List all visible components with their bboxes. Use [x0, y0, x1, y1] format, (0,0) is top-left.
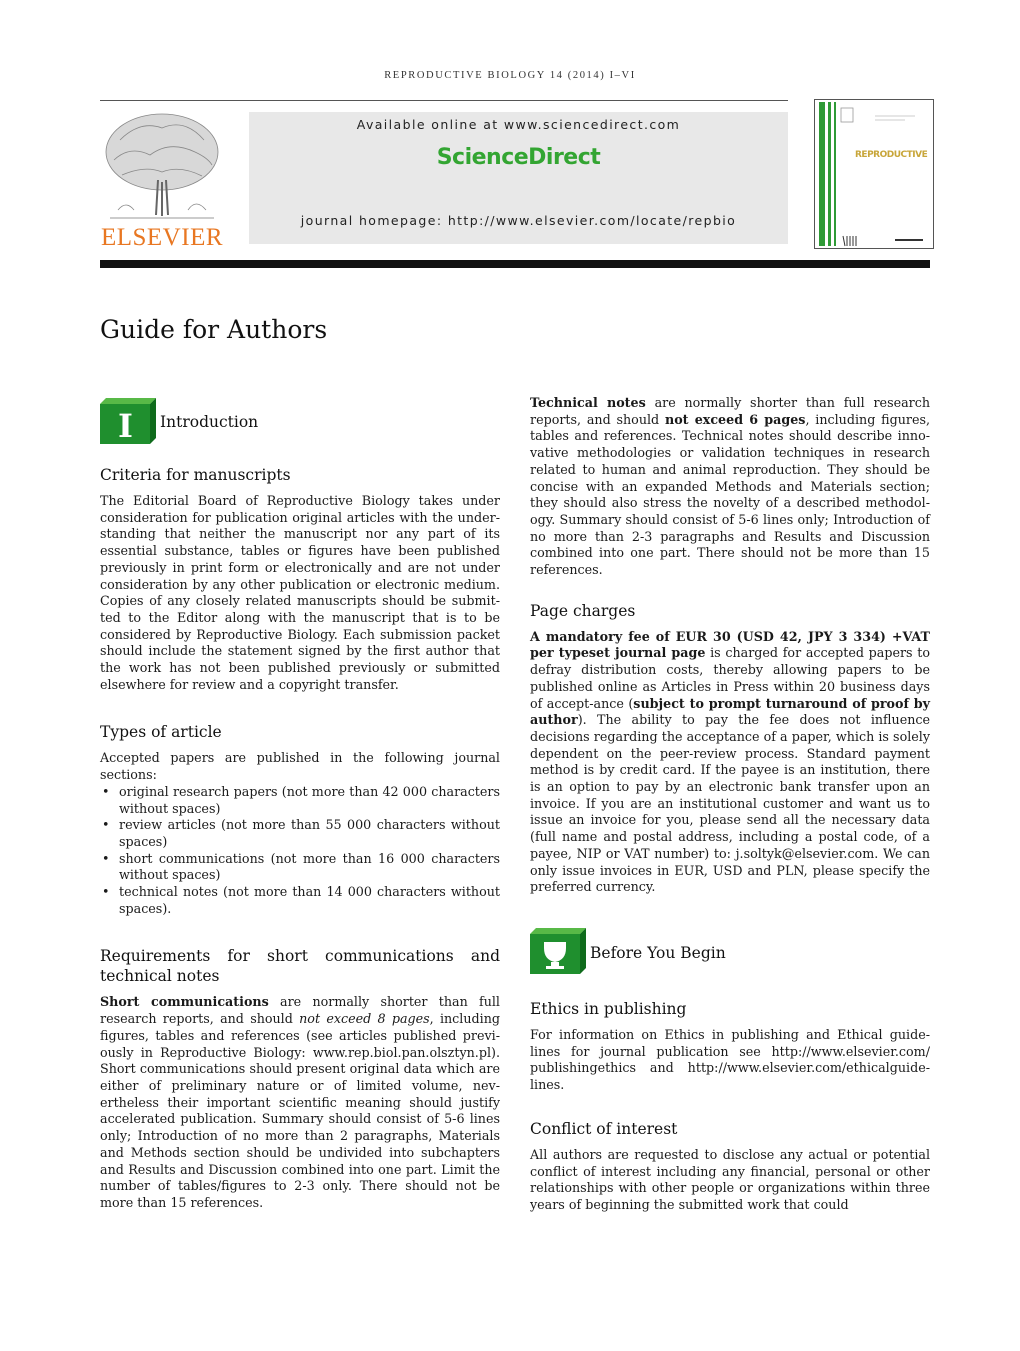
introduction-section-icon [100, 398, 156, 444]
requirements-emphasis: not exceed 8 pages [299, 1011, 430, 1027]
list-item: • technical notes (not more than 14 000 characters without spaces). [119, 884, 500, 917]
list-item: • original research papers (not more than 42 000 characters without spaces) [119, 784, 500, 817]
header-thick-rule [100, 260, 930, 268]
page-charges-lead: A mandatory fee of EUR 30 (USD 42, JPY 3 334) +VAT per typeset journal page [530, 628, 930, 661]
types-heading: Types of article [100, 723, 222, 742]
requirements-text-b: , including figures, tables and references (see articles published previ-ously in Reproductive Biology: www.rep.biol.pan.olsztyn.pl). Short communications should present original data which are either of preliminary nature or of limited volume, nev-ertheless their important scientific meaning should justify accelerated publication. Summary should consist of 5-6 lines only; Introduction of no more than 2 paragraphs, Materials and Methods section should be undivided into subchapters and Results and Discussion combined into one part. Limit the number of tables/figures to 2-3 only. There should not be more than 15 references. [100, 1011, 500, 1210]
criteria-heading: Criteria for manuscripts [100, 466, 291, 484]
types-list [100, 784, 500, 918]
right-column [530, 395, 930, 896]
ethics-text: For information on Ethics in publishing and Ethical guide-lines for journal publication see http://www.elsevier.com/ publishingethics and http://www.elsevier.com/ethicalguide-lines. [530, 1027, 930, 1093]
list-item: • short communications (not more than 16 000 characters without spaces) [119, 851, 500, 884]
page-charges-text [530, 629, 930, 896]
page-charges-text-a: is charged for accepted papers to defray distribution costs, thereby allowing papers to be published online as Articles in Press within 20 business days of accept-ance ( [530, 645, 930, 711]
right-column-lower [530, 999, 930, 1214]
page-title: Guide for Authors [100, 315, 328, 344]
page-charges-heading: Page charges [530, 601, 636, 620]
technical-notes-text-b: , including figures, tables and references. Technical notes should describe inno-vative methodologies or validation techniques in research related to human and animal reproduction. They should be concise with an expanded Methods and Materials section; they should also stress the novelty of a described methodol-ogy. Summary should consist of 5-6 lines only; Introduction of no more than 2-3 paragraphs and Results and Discussion combined into one part. There should not be more than 15 references. [530, 411, 930, 578]
criteria-text: The Editorial Board of Reproductive Biology takes under consideration for publication original articles with the under-standing that neither the manuscript nor any part of its essential substance, tables or figures have been published previously in print form or electronically and are not under consideration by any other publication or electronic medium. Copies of any closely related manuscripts should be submit-ted to the Editor along with the manuscript that is to be considered by Reproductive Biology. Each submission packet should include the statement signed by the first author that the work has not been published previously or submitted elsewhere for review and a copyright transfer. [100, 493, 500, 692]
requirements-heading: Requirements for short communications and technical notes [100, 947, 500, 986]
cover-art [815, 100, 933, 248]
section-before-you-begin-label: Before You Begin [590, 944, 726, 962]
technical-notes-emphasis: not exceed 6 pages [664, 411, 806, 427]
journal-citation: REPRODUCTIVE BIOLOGY 14 (2014) I–VI [384, 70, 636, 81]
elsevier-wordmark: ELSEVIER [100, 224, 224, 251]
requirements-text-a: are normally shorter than full research reports, and should [100, 994, 500, 1027]
header-rule [100, 100, 788, 101]
left-column [100, 465, 500, 1212]
cover-title: REPRODUCTIVE [855, 150, 928, 160]
journal-cover-thumbnail [814, 99, 934, 249]
list-item: • review articles (not more than 55 000 characters without spaces) [119, 817, 500, 850]
requirements-text [100, 994, 500, 1211]
page-charges-emphasis: subject to prompt turnaround of proof by author [530, 695, 930, 728]
sciencedirect-logo: ScienceDirect [436, 145, 601, 170]
types-intro: Accepted papers are published in the following journal sections: [100, 750, 500, 783]
available-online: Available online at www.sciencedirect.com [356, 117, 681, 132]
sciencedirect-banner [249, 112, 788, 244]
technical-notes-lead: Technical notes [530, 395, 646, 410]
conflict-text: All authors are requested to disclose any actual or potential conflict of interest including any financial, personal or other relationships with other people or organizations within three years of beginning the submitted work that could [530, 1146, 930, 1212]
ethics-heading: Ethics in publishing [530, 1000, 687, 1018]
introduction-icon-letter: I [118, 407, 133, 444]
journal-homepage: journal homepage: http://www.elsevier.com/locate/repbio [300, 213, 737, 228]
before-you-begin-section-icon [530, 928, 586, 974]
section-introduction-label: Introduction [160, 413, 259, 431]
conflict-heading: Conflict of interest [530, 1119, 678, 1138]
technical-notes-text-a: are normally shorter than full research reports, and should [530, 395, 930, 427]
technical-notes-text [530, 395, 930, 579]
requirements-lead: Short communications [100, 994, 269, 1010]
page-charges-text-b: ). The ability to pay the fee does not influence decisions regarding the acceptance of a paper, which is solely dependent on the peer-review process. Standard payment method is by credit card. If the payee is an institution, there is an option to pay by an electronic bank transfer upon an invoice. If you are an institutional customer and want us to issue an invoice for you, please send all the necessary data (full name and postal address, including a postal code, of a payee, NIP or VAT number) to: j.soltyk@elsevier.com. We can only issue invoices in EUR, USD and PLN, please specify the preferred currency. [530, 712, 930, 895]
